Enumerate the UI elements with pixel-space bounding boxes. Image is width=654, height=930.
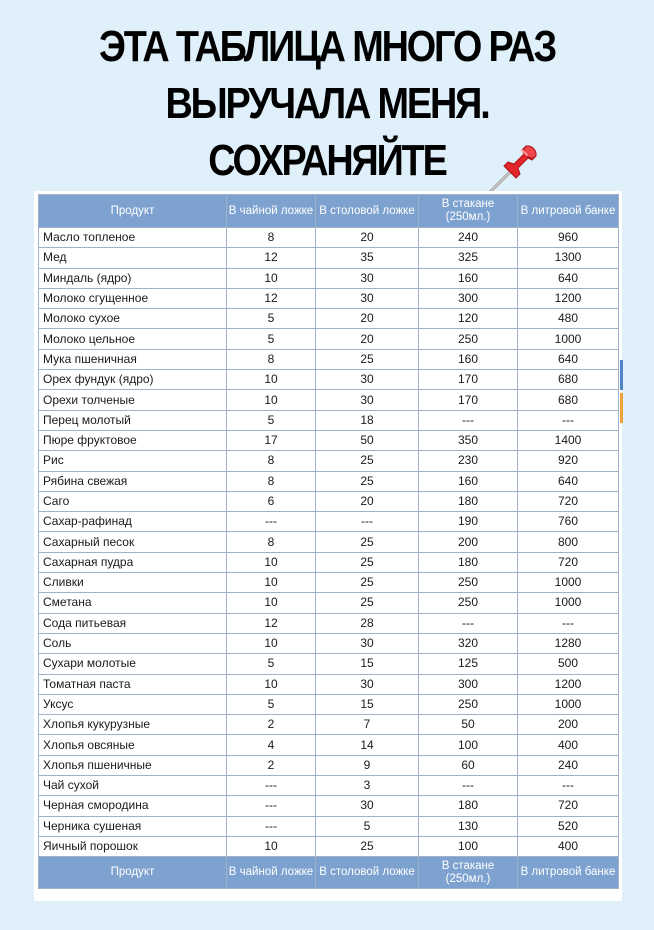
table-row xyxy=(39,248,619,268)
product-cell: Орехи толченые xyxy=(39,390,227,410)
teaspoon-cell: 10 xyxy=(227,633,316,653)
pushpin-icon xyxy=(484,138,544,198)
tablespoon-cell: 15 xyxy=(316,694,419,714)
liter-jar-cell: --- xyxy=(518,776,619,796)
glass-cell: --- xyxy=(419,410,518,430)
tablespoon-cell: 20 xyxy=(316,329,419,349)
table-row xyxy=(39,532,619,552)
product-cell: Пюре фруктовое xyxy=(39,430,227,450)
product-cell: Саго xyxy=(39,491,227,511)
liter-jar-cell: 1400 xyxy=(518,430,619,450)
product-cell: Соль xyxy=(39,633,227,653)
table-row xyxy=(39,349,619,369)
glass-cell: 320 xyxy=(419,633,518,653)
tablespoon-cell: --- xyxy=(316,512,419,532)
liter-jar-cell: 680 xyxy=(518,390,619,410)
tablespoon-cell: 28 xyxy=(316,613,419,633)
glass-cell: 180 xyxy=(419,796,518,816)
teaspoon-cell: --- xyxy=(227,816,316,836)
glass-cell: 190 xyxy=(419,512,518,532)
footer-product: Продукт xyxy=(39,857,227,889)
liter-jar-cell: 400 xyxy=(518,735,619,755)
product-cell: Орех фундук (ядро) xyxy=(39,370,227,390)
tablespoon-cell: 7 xyxy=(316,715,419,735)
table-row xyxy=(39,552,619,572)
tablespoon-cell: 25 xyxy=(316,451,419,471)
liter-jar-cell: 1300 xyxy=(518,248,619,268)
tablespoon-cell: 25 xyxy=(316,836,419,856)
glass-cell: 300 xyxy=(419,674,518,694)
glass-cell: 250 xyxy=(419,573,518,593)
teaspoon-cell: 10 xyxy=(227,552,316,572)
tablespoon-cell: 25 xyxy=(316,573,419,593)
table-row xyxy=(39,288,619,308)
product-cell: Сахарная пудра xyxy=(39,552,227,572)
liter-jar-cell: 1200 xyxy=(518,288,619,308)
glass-cell: 170 xyxy=(419,390,518,410)
tablespoon-cell: 30 xyxy=(316,390,419,410)
teaspoon-cell: 10 xyxy=(227,573,316,593)
product-cell: Сметана xyxy=(39,593,227,613)
teaspoon-cell: 6 xyxy=(227,491,316,511)
table-row xyxy=(39,796,619,816)
headline-line-3: СОХРАНЯЙТЕ xyxy=(208,136,446,185)
table-row xyxy=(39,715,619,735)
product-cell: Рис xyxy=(39,451,227,471)
glass-cell: 50 xyxy=(419,715,518,735)
glass-cell: 230 xyxy=(419,451,518,471)
glass-cell: 325 xyxy=(419,248,518,268)
glass-cell: 130 xyxy=(419,816,518,836)
teaspoon-cell: 10 xyxy=(227,674,316,694)
liter-jar-cell: 640 xyxy=(518,349,619,369)
liter-jar-cell: 1000 xyxy=(518,694,619,714)
teaspoon-cell: 17 xyxy=(227,430,316,450)
tablespoon-cell: 20 xyxy=(316,491,419,511)
product-cell: Яичный порошок xyxy=(39,836,227,856)
tablespoon-cell: 20 xyxy=(316,228,419,248)
table-row xyxy=(39,654,619,674)
headline-line-1: ЭТА ТАБЛИЦА МНОГО РАЗ xyxy=(98,22,556,71)
teaspoon-cell: 10 xyxy=(227,370,316,390)
glass-cell: 125 xyxy=(419,654,518,674)
edge-tab-blue xyxy=(620,360,623,390)
liter-jar-cell: 720 xyxy=(518,552,619,572)
liter-jar-cell: 800 xyxy=(518,532,619,552)
glass-cell: 160 xyxy=(419,268,518,288)
teaspoon-cell: 10 xyxy=(227,836,316,856)
liter-jar-cell: 500 xyxy=(518,654,619,674)
teaspoon-cell: 2 xyxy=(227,755,316,775)
teaspoon-cell: 8 xyxy=(227,349,316,369)
teaspoon-cell: 12 xyxy=(227,248,316,268)
product-cell: Молоко сгущенное xyxy=(39,288,227,308)
glass-cell: --- xyxy=(419,613,518,633)
tablespoon-cell: 30 xyxy=(316,370,419,390)
product-cell: Сахарный песок xyxy=(39,532,227,552)
header-teaspoon: В чайной ложке xyxy=(227,195,316,228)
table-row xyxy=(39,633,619,653)
liter-jar-cell: 1000 xyxy=(518,329,619,349)
product-cell: Сухари молотые xyxy=(39,654,227,674)
product-cell: Томатная паста xyxy=(39,674,227,694)
glass-cell: --- xyxy=(419,776,518,796)
product-cell: Перец молотый xyxy=(39,410,227,430)
liter-jar-cell: 1000 xyxy=(518,573,619,593)
liter-jar-cell: 640 xyxy=(518,471,619,491)
tablespoon-cell: 25 xyxy=(316,471,419,491)
tablespoon-cell: 35 xyxy=(316,248,419,268)
product-cell: Черника сушеная xyxy=(39,816,227,836)
table-row xyxy=(39,491,619,511)
table-body xyxy=(39,228,619,857)
liter-jar-cell: 760 xyxy=(518,512,619,532)
liter-jar-cell: 240 xyxy=(518,755,619,775)
product-cell: Хлопья кукурузные xyxy=(39,715,227,735)
teaspoon-cell: 12 xyxy=(227,613,316,633)
teaspoon-cell: --- xyxy=(227,776,316,796)
footer-tablespoon: В столовой ложке xyxy=(316,857,419,889)
glass-cell: 240 xyxy=(419,228,518,248)
header-glass: В стакане (250мл.) xyxy=(419,195,518,228)
footer-teaspoon: В чайной ложке xyxy=(227,857,316,889)
product-cell: Мед xyxy=(39,248,227,268)
liter-jar-cell: 640 xyxy=(518,268,619,288)
table-row xyxy=(39,370,619,390)
liter-jar-cell: 680 xyxy=(518,370,619,390)
teaspoon-cell: 2 xyxy=(227,715,316,735)
liter-jar-cell: 920 xyxy=(518,451,619,471)
table-row xyxy=(39,451,619,471)
product-cell: Рябина свежая xyxy=(39,471,227,491)
product-cell: Сахар-рафинад xyxy=(39,512,227,532)
liter-jar-cell: 400 xyxy=(518,836,619,856)
glass-cell: 60 xyxy=(419,755,518,775)
teaspoon-cell: 5 xyxy=(227,329,316,349)
tablespoon-cell: 14 xyxy=(316,735,419,755)
product-cell: Сода питьевая xyxy=(39,613,227,633)
teaspoon-cell: 8 xyxy=(227,532,316,552)
table-row xyxy=(39,430,619,450)
teaspoon-cell: --- xyxy=(227,512,316,532)
glass-cell: 170 xyxy=(419,370,518,390)
product-cell: Чай сухой xyxy=(39,776,227,796)
header-liter-jar: В литровой банке xyxy=(518,195,619,228)
tablespoon-cell: 30 xyxy=(316,796,419,816)
glass-cell: 180 xyxy=(419,552,518,572)
tablespoon-cell: 5 xyxy=(316,816,419,836)
tablespoon-cell: 3 xyxy=(316,776,419,796)
liter-jar-cell: 1200 xyxy=(518,674,619,694)
tablespoon-cell: 20 xyxy=(316,309,419,329)
table-header-row xyxy=(39,195,619,228)
product-cell: Черная смородина xyxy=(39,796,227,816)
liter-jar-cell: 1280 xyxy=(518,633,619,653)
teaspoon-cell: 10 xyxy=(227,390,316,410)
glass-cell: 120 xyxy=(419,309,518,329)
liter-jar-cell: 1000 xyxy=(518,593,619,613)
tablespoon-cell: 25 xyxy=(316,532,419,552)
glass-cell: 160 xyxy=(419,349,518,369)
table-row xyxy=(39,410,619,430)
product-cell: Молоко цельное xyxy=(39,329,227,349)
glass-cell: 350 xyxy=(419,430,518,450)
liter-jar-cell: 720 xyxy=(518,796,619,816)
edge-tab-orange xyxy=(620,393,623,423)
tablespoon-cell: 30 xyxy=(316,633,419,653)
header-product: Продукт xyxy=(39,195,227,228)
table-row xyxy=(39,329,619,349)
teaspoon-cell: 8 xyxy=(227,451,316,471)
product-cell: Сливки xyxy=(39,573,227,593)
product-cell: Мука пшеничная xyxy=(39,349,227,369)
teaspoon-cell: 5 xyxy=(227,654,316,674)
headline-line-2: ВЫРУЧАЛА МЕНЯ. xyxy=(165,79,489,128)
glass-cell: 100 xyxy=(419,735,518,755)
teaspoon-cell: 5 xyxy=(227,410,316,430)
glass-cell: 250 xyxy=(419,593,518,613)
teaspoon-cell: 10 xyxy=(227,268,316,288)
table-row xyxy=(39,836,619,856)
weight-table-card xyxy=(34,191,622,901)
product-cell: Миндаль (ядро) xyxy=(39,268,227,288)
liter-jar-cell: 520 xyxy=(518,816,619,836)
tablespoon-cell: 50 xyxy=(316,430,419,450)
table-row xyxy=(39,309,619,329)
teaspoon-cell: 5 xyxy=(227,694,316,714)
table-row xyxy=(39,755,619,775)
teaspoon-cell: 5 xyxy=(227,309,316,329)
tablespoon-cell: 30 xyxy=(316,674,419,694)
table-row xyxy=(39,228,619,248)
glass-cell: 180 xyxy=(419,491,518,511)
table-row xyxy=(39,390,619,410)
table-row xyxy=(39,573,619,593)
tablespoon-cell: 25 xyxy=(316,552,419,572)
tablespoon-cell: 25 xyxy=(316,593,419,613)
tablespoon-cell: 30 xyxy=(316,268,419,288)
table-row xyxy=(39,816,619,836)
footer-glass: В стакане (250мл.) xyxy=(419,857,518,889)
teaspoon-cell: --- xyxy=(227,796,316,816)
teaspoon-cell: 10 xyxy=(227,593,316,613)
tablespoon-cell: 25 xyxy=(316,349,419,369)
tablespoon-cell: 18 xyxy=(316,410,419,430)
product-cell: Масло топленое xyxy=(39,228,227,248)
footer-liter-jar: В литровой банке xyxy=(518,857,619,889)
table-row xyxy=(39,613,619,633)
liter-jar-cell: 960 xyxy=(518,228,619,248)
weight-table xyxy=(38,194,619,889)
teaspoon-cell: 12 xyxy=(227,288,316,308)
table-row xyxy=(39,268,619,288)
glass-cell: 200 xyxy=(419,532,518,552)
liter-jar-cell: --- xyxy=(518,613,619,633)
header-tablespoon: В столовой ложке xyxy=(316,195,419,228)
product-cell: Хлопья пшеничные xyxy=(39,755,227,775)
glass-cell: 100 xyxy=(419,836,518,856)
teaspoon-cell: 4 xyxy=(227,735,316,755)
glass-cell: 160 xyxy=(419,471,518,491)
teaspoon-cell: 8 xyxy=(227,471,316,491)
table-row xyxy=(39,512,619,532)
table-row xyxy=(39,776,619,796)
table-row xyxy=(39,593,619,613)
table-row xyxy=(39,735,619,755)
liter-jar-cell: 720 xyxy=(518,491,619,511)
liter-jar-cell: 480 xyxy=(518,309,619,329)
table-footer-row xyxy=(39,857,619,889)
teaspoon-cell: 8 xyxy=(227,228,316,248)
liter-jar-cell: --- xyxy=(518,410,619,430)
product-cell: Уксус xyxy=(39,694,227,714)
table-row xyxy=(39,471,619,491)
tablespoon-cell: 30 xyxy=(316,288,419,308)
table-row xyxy=(39,694,619,714)
glass-cell: 250 xyxy=(419,329,518,349)
product-cell: Молоко сухое xyxy=(39,309,227,329)
tablespoon-cell: 15 xyxy=(316,654,419,674)
tablespoon-cell: 9 xyxy=(316,755,419,775)
table-row xyxy=(39,674,619,694)
product-cell: Хлопья овсяные xyxy=(39,735,227,755)
glass-cell: 300 xyxy=(419,288,518,308)
liter-jar-cell: 200 xyxy=(518,715,619,735)
glass-cell: 250 xyxy=(419,694,518,714)
